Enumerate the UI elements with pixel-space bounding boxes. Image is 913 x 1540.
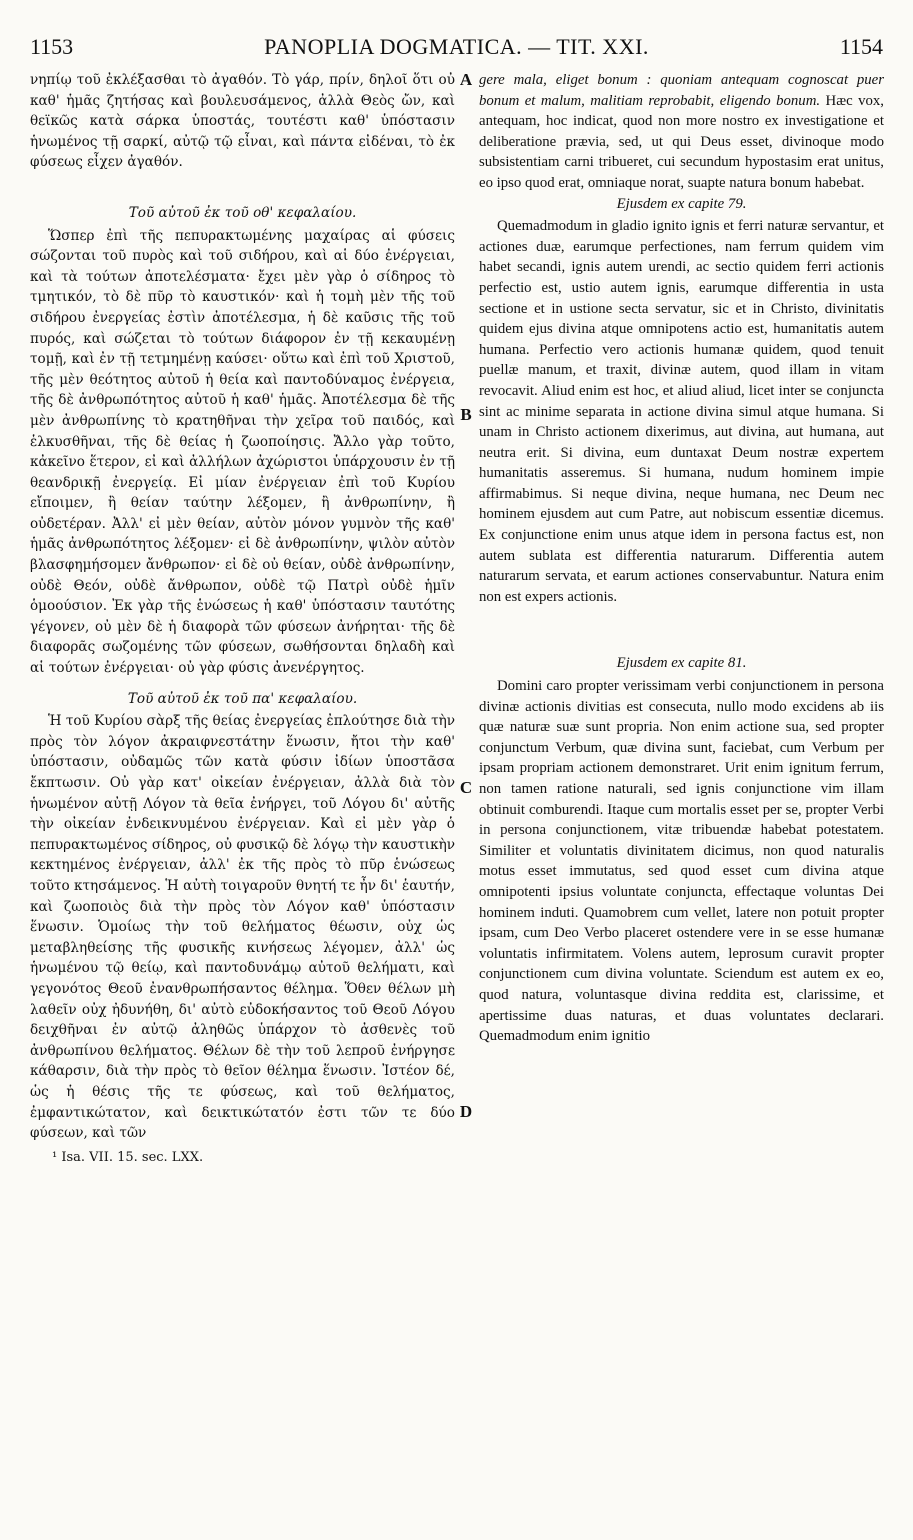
margin-letter-d: D [459, 1102, 473, 1121]
latin-opening-commentary: Hæc vox, antequam, hoc indicat, quod non more nostro ex investigatione et deliberatione prævia, sed, ut qui Deus esset, divinoque modo subsistentiam carni tribueret, cui secundum hypostasim erat unitus, eo ipso quod erat, omniaque norat, suapte natura bonum habebat. [479, 92, 884, 191]
greek-column [30, 70, 455, 1530]
greek-heading-79: Τοῦ αὐτοῦ ἐκ τοῦ οθ' κεφαλαίου. [128, 204, 357, 221]
footnote: ¹ Isa. VII. 15. sec. LXX. [52, 1149, 204, 1165]
margin-letter-b: B [460, 405, 472, 424]
page-number-right: 1154 [839, 34, 883, 59]
greek-opening: νηπίῳ τοῦ ἐκλέξασθαι τὸ ἀγαθόν. Τὸ γάρ, πρίν, δηλοῖ ὅτι οὐ καθ' ἡμᾶς ζητήσας καὶ βουλευσάμενος, ἀλλὰ Θεὸς ὤν, καὶ θεϊκῶς κατὰ σάρκα ὑποστάς, τουτέστι καθ' ὑπόστασιν ἡνωμένος τῇ σαρκί, αὐτῷ τῷ εἶναι, καὶ πάντα εἰδέναι, τὸ ἐκ φύσεως εἶχεν ἀγαθόν. [30, 72, 455, 171]
latin-section-81: Domini caro propter verissimam verbi conjunctionem in persona divinæ actionis divitias est consecuta, nullo modo excidens ab iis quæ naturæ suæ sunt propria. Non enim actione sua, sed propter conjunctum Verbum, quæ divina sunt, faciebat, cum Verbum per ipsam propriam actionem demonstraret. Urit enim ignitum ferrum, non tamen ratione naturali, sed ignis conjunctione vim illam obtinuit comburendi. Itaque cum mortalis esset per se, propter Verbi in persona conjunctionem, vitæ tribuendæ habebat potestatem. Similiter et voluntatis divinitatem dicimus, non quod naturalis motus esset immutatus, sed quod esset cum divina atque omnipotenti ipsius voluntate conjuncta, effectaque voluntas Dei hominem induti. Quamobrem cum vellet, latere non potuit propter ipsam, cum Deo Verbo placeret ostendere vere in se esse humanæ voluntatis infirmitatem. Volens autem, leprosum curavit propter conjunctionem cum divina voluntate. Sciendum est autem ex eo, quod natura, voluntasque divina reddita est, clarissime, et apertissime duas naturas, et duas voluntates declarari. Quemadmodum enim ignitio [479, 678, 884, 1045]
page-header [30, 34, 883, 60]
latin-column [479, 70, 884, 1530]
greek-heading-81: Τοῦ αὐτοῦ ἐκ τοῦ πα' κεφαλαίου. [127, 690, 358, 707]
margin-letter-a: A [459, 70, 473, 89]
latin-opening-quote: gere mala, eliget bonum : quoniam antequam cognoscat puer bonum et malum, malitiam reprobabit, eligendo bonum. [479, 72, 884, 109]
margin-letter-c: C [459, 778, 473, 797]
latin-heading-81: Ejusdem ex capite 81. [616, 655, 747, 672]
running-title: PANOPLIA DOGMATICA. — TIT. XXI. [264, 34, 649, 59]
greek-section-81: Ἡ τοῦ Κυρίου σὰρξ τῆς θείας ἐνεργείας ἐπλούτησε διὰ τὴν πρὸς τὸν λόγον ἀκραιφνεστάτην ἕνωσιν, ἤτοι τὴν καθ' ὑπόστασιν, οὐδαμῶς τῶν κατὰ φύσιν ἰδίων ὑποστᾶσα ἔκπτωσιν. Οὐ γὰρ κατ' οἰκείαν ἐνέργειαν, ἀλλὰ διὰ τὸν ἡνωμένον αὐτῇ Λόγον τὰ θεῖα ἐνήργει, τοῦ Λόγου δι' αὐτῆς τὴν οἰκείαν ἐνδεικνυμένου ἐνέργειαν. Καὶ εἰ μὲν γὰρ ὁ πεπυρακτωμένος σίδηρος, οὐ φυσικῷ δὲ λόγῳ τὴν καυστικὴν κεκτημένος ἐνέργειαν, ἀλλ' ἐκ τῆς πρὸς τὸ πῦρ ἑνώσεως τοῦτο κτησάμενος. Ἡ αὐτὴ τοιγαροῦν θνητή τε ἦν δι' ἑαυτήν, καὶ ζωοποιὸς διὰ τὴν πρὸς τὸν Λόγον καθ' ὑπόστασιν ἕνωσιν. Ὁμοίως τὴν τοῦ θελήματος θέωσιν, οὐχ ὡς μεταβληθείσης τῆς φυσικῆς κινήσεως λέγομεν, ἀλλ' ὡς ἡνωμένου τῷ θείῳ, καὶ παντοδυνάμῳ αὐτοῦ θελήματι, καὶ γεγονότος Θεοῦ ἐνανθρωπήσαντος θέλημα. Ὅθεν θέλων μὴ λαθεῖν οὐχ ἠδυνήθη, δι' αὐτὸ εὐδοκήσαντος τοῦ Θεοῦ Λόγου δειχθῆναι ἐν αὐτῷ ἀληθῶς ὑπάρχον τὸ ἀσθενὲς τοῦ ἀνθρωπίνου θελήματος. Θέλων δὲ τὴν τοῦ λεπροῦ ἐνήργησε κάθαρσιν, διὰ τὴν πρὸς τὸ θεῖον θέλημα ἕνωσιν. Ἰστέον δέ, ὡς ἡ θέσις τῆς τε φύσεως, καὶ τοῦ θελήματος, ἐμφαντικώτατον, καὶ δεικτικώτατόν ἐστι τῶν τε δύο φύσεων, καὶ τῶν [30, 713, 455, 1142]
greek-section-79: Ὥσπερ ἐπὶ τῆς πεπυρακτωμένης μαχαίρας αἱ φύσεις σώζονται τοῦ πυρὸς καὶ τοῦ σιδήρου, καὶ αἱ δύο ἐνέργειαι, καὶ τὰ τούτων ἀποτελέσματα· ἔχει μὲν γὰρ ὁ σίδηρος τὸ τμητικόν, τὸ δὲ πῦρ τὸ καυστικόν· καὶ ἡ τομὴ μὲν τῆς τοῦ σιδήρου ἐνεργείας ἐστὶν ἀποτέλεσμα, ἡ δὲ καῦσις τῆς τοῦ πυρός, καὶ σώζεται τὸ τούτων διάφορον ἐν τῇ κεκαυμένῃ τομῇ, καὶ ἐν τῇ τετμημένῃ καύσει· οὕτω καὶ ἐπὶ τοῦ Χριστοῦ, τῆς μὲν θεότητος αὐτοῦ ἡ θεία καὶ παντοδύναμος ἐνέργεια, τῆς δὲ ἀνθρωπότητος αὐτοῦ ἡ καθ' ἡμᾶς. Ἀποτέλεσμα δὲ τῆς μὲν ἀνθρωπίνης τὸ κρατηθῆναι τὴν χεῖρα τοῦ παιδός, καὶ ἑλκυσθῆναι, τῆς δὲ θείας ἡ ζωοποίησις. Ἄλλο γὰρ τοῦτο, κἀκεῖνο ἕτερον, εἰ καὶ ἀλλήλων ἀχώριστοι ὑπάρχουσιν ἐν τῇ θεανδρικῇ ἐνεργείᾳ. Εἰ μίαν ἐνέργειαν ἐπὶ τοῦ Κυρίου εἴποιμεν, ἢ θείαν ταύτην λέξομεν, ἢ ἀνθρωπίνην, ἢ οὐδετέραν. Ἀλλ' εἰ μὲν θείαν, αὐτὸν μόνον γυμνὸν τῆς καθ' ἡμᾶς ἀνθρωπότητος λέξομεν· εἰ δὲ ἀνθρωπίνην, ψιλὸν αὐτὸν βλασφημήσομεν ἄνθρωπον· εἰ δὲ οὐ θείαν, οὐδὲ ἀνθρωπίνην, οὐδὲ Θεόν, οὐδὲ ἄνθρωπον, οὐδὲ τῷ Πατρὶ οὐδὲ ἡμῖν ὁμοούσιον. Ἐκ γὰρ τῆς ἑνώσεως ἡ καθ' ὑπόστασιν ταυτότης γέγονεν, οὐ μὲν δὲ ἡ διαφορὰ τῶν φύσεων ἀνήρηται· τῆς δὲ διαφορᾶς σωζομένης τῶν φύσεων, σωθήσονται δηλαδὴ καὶ αἱ τούτων ἐνέργειαι· οὐ γὰρ φύσις ἀνενέργητος. [30, 227, 455, 677]
latin-opening [479, 70, 884, 194]
page-number-left: 1153 [30, 34, 74, 59]
latin-section-79: Quemadmodum in gladio ignito ignis et ferri naturæ servantur, et actiones duæ, earumque perfectiones, nam ferrum quidem vim habet secandi, ignis autem urendi, ac sectio quidem ferri actionis perfectio est, ustio autem ignis, earumque differentia in usta sectione et in ustione secta servatur, sic et in Christo, divinitatis quidem ejus divina atque omnipotens actio est, humanitatis autem humana. Perfectio vero actionis humanæ quidem, quod tenuit puellæ manum, et traxit, divinæ autem, quod illam in vitam revocavit. Aliud enim est hoc, et aliud aliud, licet inter se conjuncta sint ac minime separata in actione divina simul atque humana. Si unam in Christo actionem dixerimus, aut divina, aut humana, aut neutra erit. Si divina, eum duntaxat Deum nostræ expertem humanitatis asseremus. Si humana, nudum hominem impie affirmabimus. Si neque divina, neque humana, nec Deum nec hominem ejusdem aut cum Patre, aut nobiscum essentiæ dicemus. Ex conjunctione enim unus atque idem in persona factus est, non autem sublata est differentia naturarum. Differentia autem naturarum servata, et earum actiones conservabuntur. Natura enim non est expers actionis. [479, 218, 884, 605]
latin-heading-79: Ejusdem ex capite 79. [616, 195, 747, 212]
